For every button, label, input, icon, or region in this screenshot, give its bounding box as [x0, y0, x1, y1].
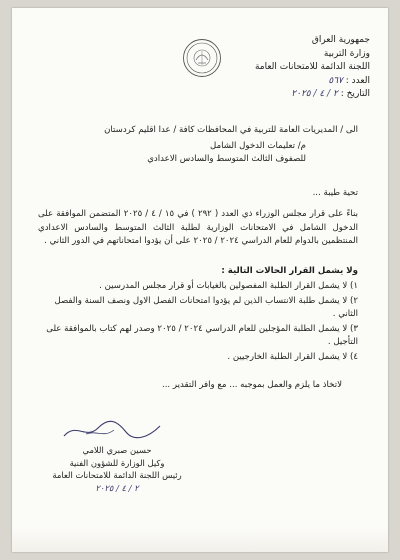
signatory-title-1: وكيل الوزارة للشؤون الفنية — [69, 457, 165, 468]
closing-line: لاتخاذ ما يلزم والعمل بموجبه ... مع وافر التقدير ... — [161, 380, 342, 390]
letter-number — [240, 75, 370, 89]
number-value: ٥٦٧ — [328, 75, 343, 86]
subject-block — [26, 140, 306, 166]
list-item: ٢) لا يشمل طلبة الانتساب الذين لم يؤدوا امتحانات الفصل الاول ونصف السنة والفصل الثاني . — [54, 295, 358, 319]
recipient-line: الى / المديريات العامة للتربية في المحافظات كافة / عدا اقليم كردستان — [104, 125, 358, 135]
number-label: العدد : — [345, 75, 370, 86]
signature-date: ٢ / ٤ / ٢٠٢٥ — [95, 482, 139, 493]
date-label: التاريخ : — [340, 89, 370, 99]
signature-block — [42, 444, 192, 494]
page-bottom-edge — [12, 528, 388, 552]
subject-line-2: للصفوف الثالث المتوسط والسادس الاعدادي — [147, 154, 306, 164]
letter-page — [12, 8, 388, 552]
country-name: جمهورية العراق — [311, 35, 370, 45]
ministry-name: وزارة التربية — [323, 48, 370, 59]
signatory-name: حسين صبري اللامي — [82, 445, 152, 455]
subject-line-1: م/ تعليمات الدخول الشامل — [210, 141, 306, 151]
greeting: تحية طيبة ... — [312, 188, 358, 198]
list-item: ١) لا يشمل القرار الطلبة المفصولين بالغيابات أو قرار مجلس المدرسين . — [99, 281, 358, 291]
ministry-seal-icon — [182, 38, 222, 78]
date-value: ٢ / ٤ / ٢٠٢٥ — [291, 89, 338, 99]
signatory-title-2: رئيس اللجنة الدائمة للامتحانات العامة — [52, 470, 182, 480]
cases-list — [40, 280, 358, 365]
committee-name: اللجنة الدائمة للامتحانات العامة — [254, 62, 370, 72]
signature-scribble-icon — [56, 418, 166, 442]
cases-title: ولا يشمل القرار الحالات التالية : — [221, 266, 358, 276]
list-item: ٤) لا يشمل القرار الطلبة الخارجيين . — [227, 351, 358, 362]
list-item: ٣) لا يشمل الطلبة المؤجلين للعام الدراسي ٢٠٢٤ / ٢٠٢٥ وصدر لهم كتاب بالموافقة على التأجيل . — [46, 323, 358, 347]
body-paragraph: بناءً على قرار مجلس الوزراء ذي العدد ( ٢٩٢ ) في ١٥ / ٤ / ٢٠٢٥ المتضمن الموافقة على الدخول الشامل في الامتحانات الوزارية لطلبة الثالث المتوسط والسادس الاعدادي المنتظمين بالدوام للعام الدراسي ٢٠٢٤ / ٢٠٢٥ على أن يؤدوا امتحاناتهم في الدور الثاني . — [38, 209, 359, 246]
letterhead — [240, 34, 370, 102]
letter-date — [240, 88, 370, 102]
